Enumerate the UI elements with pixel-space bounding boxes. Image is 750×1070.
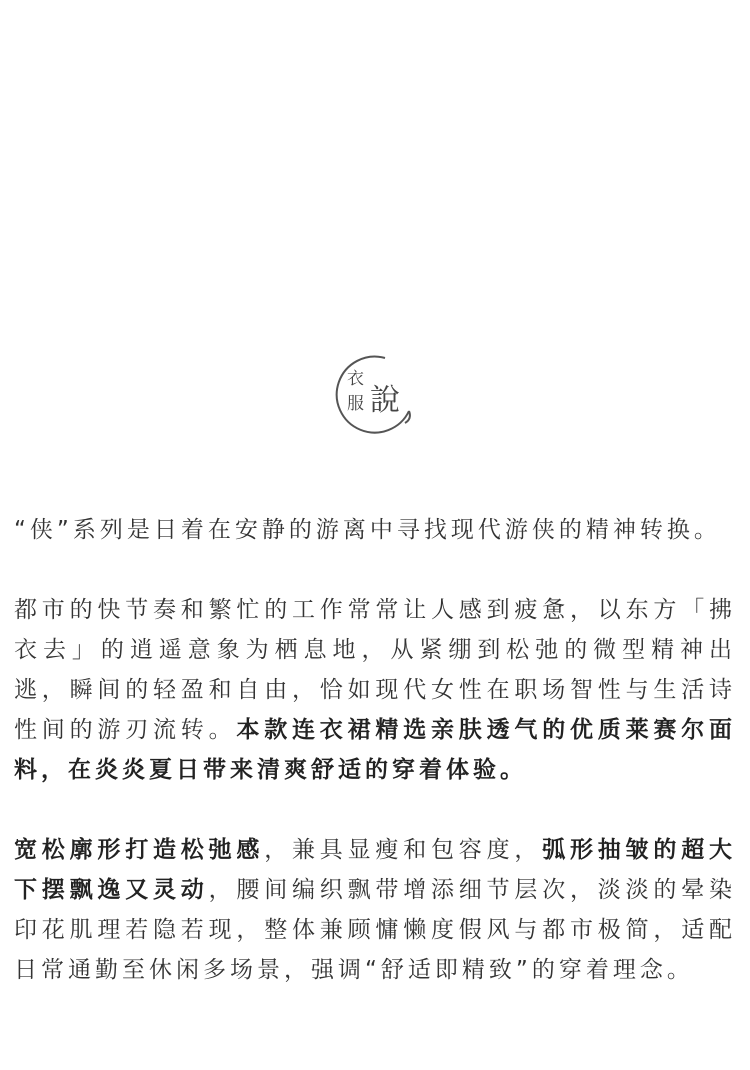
paragraph-design — [14, 830, 736, 990]
text-segment: ，兼具显瘦和包容度， — [264, 837, 543, 863]
logo-char-bottom: 服 — [347, 394, 364, 414]
text-segment-bold: 弧形抽皱的超大下摆飘逸又灵动 — [14, 837, 737, 903]
logo-char-big: 說 — [370, 383, 400, 418]
text-segment-bold: 本款连衣裙精选亲肤透气的优质莱赛尔面料，在炎炎夏日带来清爽舒适的穿着体验。 — [14, 717, 737, 783]
logo-char-top: 衣 — [347, 369, 364, 389]
seal-icon — [333, 353, 417, 437]
paragraph-story — [14, 590, 736, 790]
text-segment: ，腰间编织飘带增添细节层次，淡淡的晕染印花肌理若隐若现，整体兼顾慵懒度假风与都市极简，适配日常通勤至休闲多场景，强调“舒适即精致”的穿着理念。 — [14, 877, 737, 983]
brand-seal-logo — [333, 353, 417, 437]
text-segment-bold: 宽松廓形打造松弛感 — [14, 837, 265, 863]
text-segment: “侠”系列是日着在安静的游离中寻找现代游侠的精神转换。 — [14, 517, 721, 543]
paragraph-intro — [14, 510, 736, 550]
article-body — [14, 510, 736, 1030]
text-segment: 都市的快节奏和繁忙的工作常常让人感到疲惫，以东方「拂衣去」的逍遥意象为栖息地，从紧绷到松弛的微型精神出逃，瞬间的轻盈和自由，恰如现代女性在职场智性与生活诗性间的游刃流转。 — [14, 597, 736, 743]
